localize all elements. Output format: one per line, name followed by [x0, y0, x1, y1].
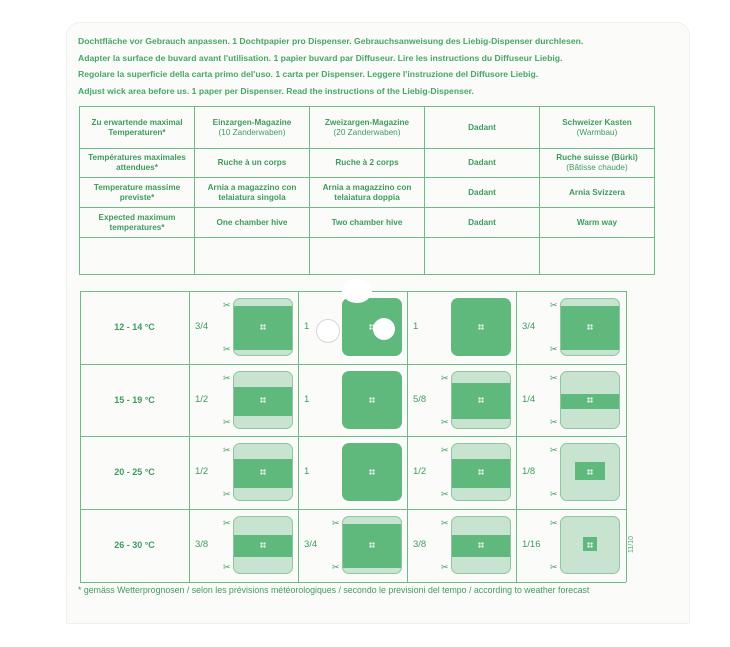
row-header: Zu erwartende maximal Temperaturen* — [80, 107, 195, 149]
table-cell — [540, 208, 655, 238]
fraction-label: 1/2 — [195, 466, 209, 477]
wick-paper — [233, 443, 293, 501]
instruction-en: Adjust wick area before us. 1 paper per Dispenser. Read the instructions of the Liebig-Dispenser. — [78, 85, 474, 96]
table-cell — [540, 107, 655, 149]
wick-paper — [451, 298, 511, 356]
temperature-label: 26 - 30 °C — [114, 540, 155, 550]
wick-paper — [560, 516, 620, 574]
scissors-icon: ✂ — [441, 562, 449, 572]
scissors-icon: ✂ — [550, 562, 558, 572]
perforation-dots — [478, 469, 484, 475]
fraction-label: 1/4 — [522, 394, 536, 405]
cell-main: Ruche à un corps — [217, 158, 287, 167]
table-row — [80, 107, 655, 149]
wick-paper — [451, 371, 511, 429]
scissors-icon: ✂ — [550, 445, 558, 455]
scissors-icon: ✂ — [223, 489, 231, 499]
scissors-icon: ✂ — [550, 518, 558, 528]
perforation-dots — [478, 324, 484, 330]
cell-main: Arnia a magazzino con telaiatura doppia — [322, 182, 412, 202]
empty-cell — [425, 238, 540, 275]
cell-main: Dadant — [468, 122, 496, 132]
table-row — [80, 149, 655, 178]
cell-main: Arnia a magazzino con telaiatura singola — [207, 182, 297, 202]
perforation-dots — [260, 397, 266, 403]
instruction-de: Dochtfläche vor Gebrauch anpassen. 1 Dochtpapier pro Dispenser. Gebrauchsanweisung des Liebig-Dispenser durchlesen. — [78, 36, 584, 46]
fraction-label: 1 — [304, 321, 310, 332]
empty-cell — [195, 238, 310, 275]
empty-cell — [80, 238, 195, 275]
perforation-dots — [369, 469, 375, 475]
hive-type-table — [79, 106, 655, 275]
fraction-label: 1/8 — [522, 466, 536, 477]
wick-paper — [233, 298, 293, 356]
perforation-dots — [587, 324, 593, 330]
cell-sub: (20 Zanderwaben) — [333, 127, 401, 137]
perforation-dots — [369, 542, 375, 548]
table-row — [80, 178, 655, 208]
scissors-icon: ✂ — [550, 373, 558, 383]
table-cell — [195, 208, 310, 238]
fraction-label: 1 — [304, 394, 310, 405]
scissors-icon: ✂ — [223, 373, 231, 383]
table-cell — [540, 178, 655, 208]
cell-main: Two chamber hive — [331, 217, 403, 227]
fraction-label: 1/16 — [522, 539, 541, 550]
scissors-icon: ✂ — [223, 417, 231, 427]
cell-main: Arnia Svizzera — [569, 187, 625, 197]
row-header: Expected maximum temperatures* — [80, 208, 195, 238]
cell-main: Dadant — [468, 217, 496, 227]
perforation-dots — [587, 469, 593, 475]
table-cell — [425, 149, 540, 178]
wick-paper — [560, 443, 620, 501]
scissors-icon: ✂ — [332, 562, 340, 572]
scissors-icon: ✂ — [550, 300, 558, 310]
cell-main: Schweizer Kasten — [562, 117, 632, 127]
scissors-icon: ✂ — [223, 445, 231, 455]
temperature-label: 12 - 14 °C — [114, 322, 155, 332]
fraction-label: 3/4 — [195, 321, 209, 332]
punch-hole — [373, 318, 395, 340]
perforation-dots — [369, 397, 375, 403]
fraction-label: 1 — [304, 466, 310, 477]
cell-main: Dadant — [468, 158, 496, 167]
scissors-icon: ✂ — [550, 489, 558, 499]
fraction-label: 1/2 — [413, 466, 427, 477]
cell-main: Warm way — [576, 217, 618, 227]
table-row-empty — [80, 238, 655, 275]
table-cell — [310, 107, 425, 149]
wick-paper — [342, 443, 402, 501]
empty-cell — [310, 238, 425, 275]
wick-paper — [451, 443, 511, 501]
table-cell — [195, 149, 310, 178]
perforation-dots — [260, 324, 266, 330]
cell-main: Ruche suisse (Bürki) — [556, 153, 638, 162]
scissors-icon: ✂ — [223, 300, 231, 310]
grid-line — [80, 509, 626, 510]
fraction-label: 1/2 — [195, 394, 209, 405]
wick-paper — [451, 516, 511, 574]
table-cell — [425, 178, 540, 208]
wick-paper — [560, 298, 620, 356]
fraction-label: 5/8 — [413, 394, 427, 405]
wick-paper — [342, 371, 402, 429]
fraction-label: 3/4 — [522, 321, 536, 332]
cell-sub: (Bâtisse chaude) — [566, 163, 628, 172]
grid-line — [80, 582, 626, 583]
cell-sub: (10 Zanderwaben) — [218, 127, 286, 137]
instructions — [78, 33, 678, 99]
wick-paper — [342, 516, 402, 574]
instruction-fr: Adapter la surface de buvard avant l'utilisation. 1 papier buvard par Diffuseur. Lire les instructions du Diffuseur Liebig. — [78, 52, 563, 63]
table-cell — [425, 208, 540, 238]
perforation-dots — [587, 542, 593, 548]
perforation-dots — [478, 397, 484, 403]
grid-line — [626, 291, 627, 582]
scissors-icon: ✂ — [441, 373, 449, 383]
wick-paper — [560, 371, 620, 429]
table-cell — [310, 178, 425, 208]
wick-paper — [233, 371, 293, 429]
cell-main: Dadant — [468, 187, 496, 197]
perforation-dots — [260, 542, 266, 548]
scissors-icon: ✂ — [550, 344, 558, 354]
table-cell — [310, 208, 425, 238]
grid-line — [80, 364, 626, 365]
fraction-label: 3/4 — [304, 539, 318, 550]
grid-line — [80, 436, 626, 437]
print-code: 11/10 — [628, 536, 635, 553]
scissors-icon: ✂ — [332, 518, 340, 528]
temperature-label: 20 - 25 °C — [114, 467, 155, 477]
scissors-icon: ✂ — [441, 489, 449, 499]
scissors-icon: ✂ — [223, 562, 231, 572]
cell-sub: (Warmbau) — [576, 127, 618, 137]
scissors-icon: ✂ — [223, 344, 231, 354]
scissors-icon: ✂ — [441, 518, 449, 528]
table-cell — [310, 149, 425, 178]
cell-main: Einzargen-Magazine — [212, 117, 292, 127]
scissors-icon: ✂ — [223, 518, 231, 528]
table-cell — [195, 178, 310, 208]
fraction-label: 3/8 — [195, 539, 209, 550]
fraction-label: 1 — [413, 321, 419, 332]
table-cell — [195, 107, 310, 149]
fraction-label: 3/8 — [413, 539, 427, 550]
row-header: Températures maximales attendues* — [80, 149, 195, 178]
wick-paper — [233, 516, 293, 574]
table-cell — [540, 149, 655, 178]
empty-cell — [540, 238, 655, 275]
perforation-dots — [260, 469, 266, 475]
scissors-icon: ✂ — [441, 417, 449, 427]
perforation-dots — [587, 397, 593, 403]
scissors-icon: ✂ — [550, 417, 558, 427]
cell-main: Zweizargen-Magazine — [324, 117, 410, 127]
temperature-label: 15 - 19 °C — [114, 395, 155, 405]
row-header: Temperature massime previste* — [80, 178, 195, 208]
table-cell — [425, 107, 540, 149]
perforation-dots — [478, 542, 484, 548]
scissors-icon: ✂ — [441, 445, 449, 455]
table-row — [80, 208, 655, 238]
punch-hole — [316, 319, 340, 343]
footnote: * gemäss Wetterprognosen / selon les prévisions météorologiques / secondo le previsioni del tempo / according to weather forecast — [78, 585, 590, 595]
cell-main: One chamber hive — [216, 217, 288, 227]
wick-size-grid — [80, 291, 626, 582]
instruction-it: Regolare la superficie della carta primo del'uso. 1 carta per Dispenser. Leggere l'instruzione del Diffusore Liebig. — [78, 69, 539, 79]
cell-main: Ruche à 2 corps — [335, 158, 399, 167]
punch-hole — [342, 279, 372, 303]
